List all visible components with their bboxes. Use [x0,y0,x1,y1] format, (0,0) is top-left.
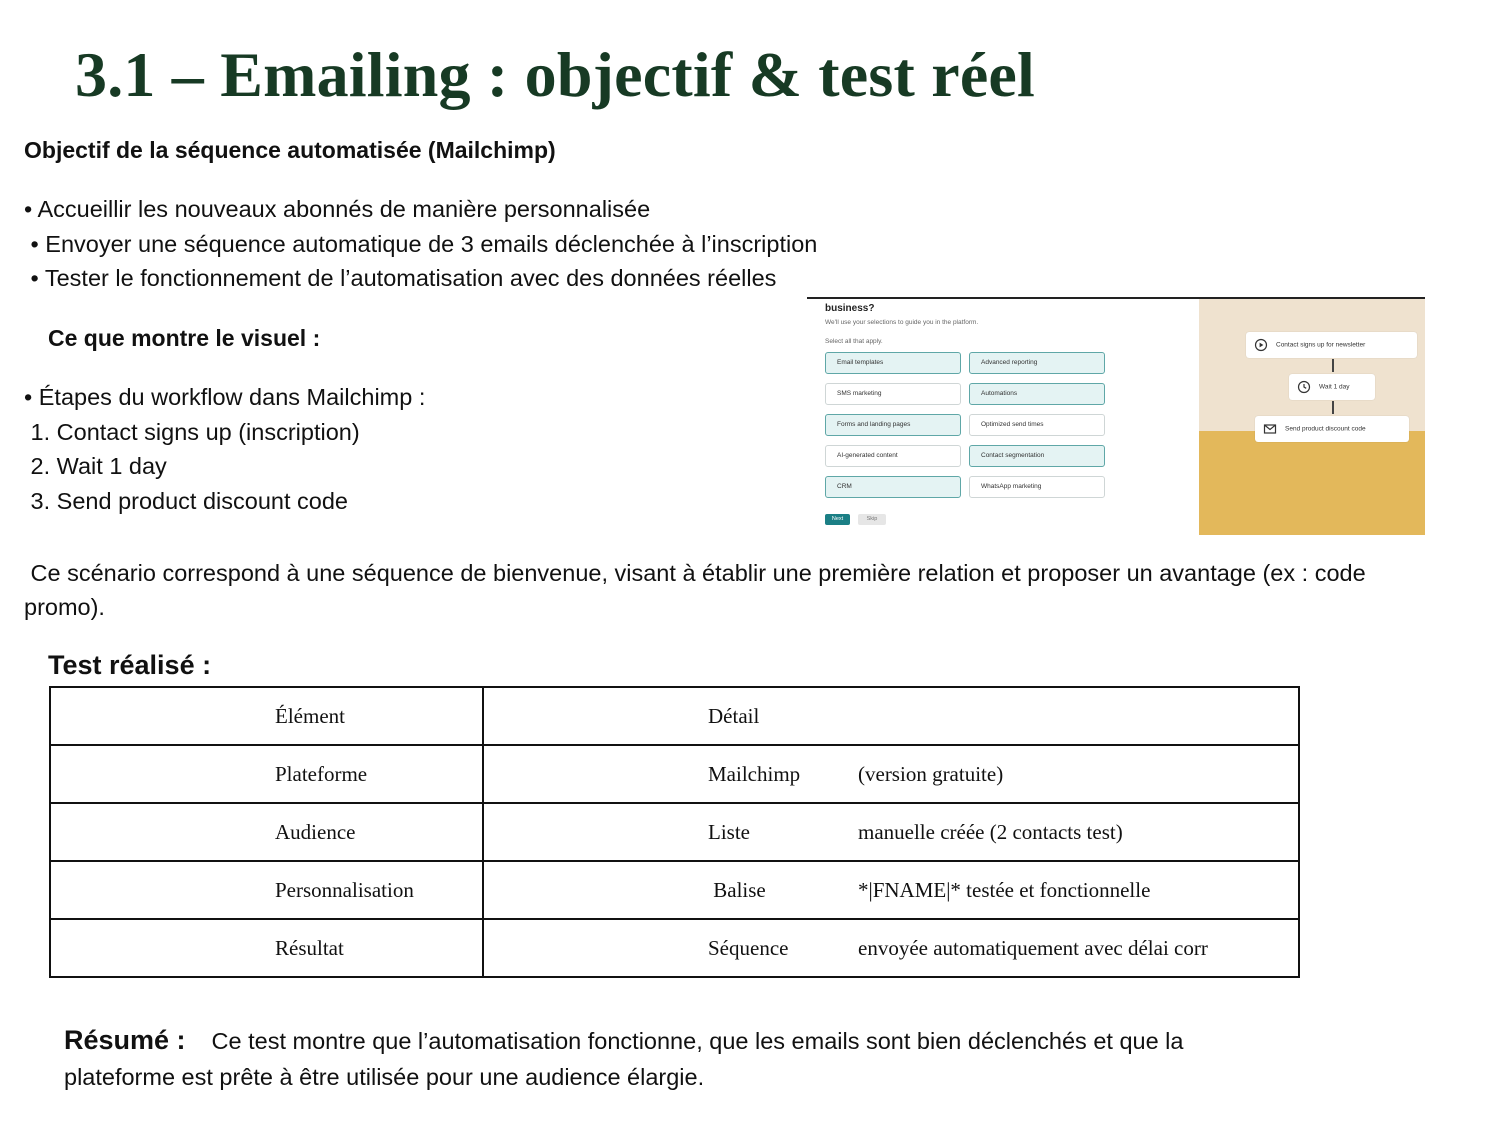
table-row [50,745,1299,803]
workflow-bg-top [1199,299,1425,431]
envelope-icon [1263,422,1277,436]
workflow-connector [1332,359,1334,372]
detail-key: Séquence [708,935,789,960]
workflow-connector [1332,401,1334,414]
workflow-step: 2. Wait 1 day [24,453,167,479]
visual-heading: Ce que montre le visuel : [48,325,321,351]
workflow-card-send [1255,416,1409,442]
workflow-card-label: Send product discount code [1285,425,1366,433]
detail-key: Liste [708,819,750,844]
mailchimp-screenshot [807,297,1425,535]
play-circle-icon [1254,338,1268,352]
option-crm[interactable]: CRM [825,476,961,498]
workflow-card-wait [1289,374,1375,400]
workflow-card-label: Wait 1 day [1319,383,1350,391]
option-forms-landing-pages[interactable]: Forms and landing pages [825,414,961,436]
option-whatsapp-marketing[interactable]: WhatsApp marketing [969,476,1105,498]
cell-detail [483,803,1299,861]
table-row [50,861,1299,919]
workflow-card-trigger [1246,332,1417,358]
detail-value: *|FNAME|* testée et fonctionnelle [858,877,1151,902]
cell-detail [483,861,1299,919]
option-ai-content[interactable]: AI-generated content [825,445,961,467]
cell-detail [483,919,1299,977]
option-contact-segmentation[interactable]: Contact segmentation [969,445,1105,467]
clock-icon [1297,380,1311,394]
workflow-step: 1. Contact signs up (inscription) [24,419,360,445]
option-email-templates[interactable]: Email templates [825,352,961,374]
cell-element: Résultat [50,919,483,977]
detail-value: envoyée automatiquement avec délai corr [858,935,1208,960]
workflow-bg-bottom [1199,431,1425,535]
workflow-card-label: Contact signs up for newsletter [1276,341,1366,349]
table-row [50,803,1299,861]
scenario-paragraph: Ce scénario correspond à une séquence de bienvenue, visant à établir une première relation et proposer un avantage (ex : code promo). [24,560,1373,620]
cell-element: Plateforme [50,745,483,803]
summary-text: Ce test montre que l’automatisation fonctionne, que les emails sont bien déclenchés et que la plateforme est prête à être utilisée pour une audience élargie. [64,1028,1184,1090]
summary [64,1022,1294,1095]
summary-label: Résumé : [64,1025,186,1055]
objective-bullet: • Envoyer une séquence automatique de 3 emails déclenchée à l’inscription [24,231,818,257]
workflow-intro: • Étapes du workflow dans Mailchimp : [24,384,426,410]
test-heading: Test réalisé : [48,650,212,680]
objective-heading: Objectif de la séquence automatisée (Mailchimp) [24,137,556,163]
cell-element: Audience [50,803,483,861]
detail-key: Balise [708,877,766,902]
test-table [49,686,1300,978]
onboarding-question: business? [825,303,875,314]
next-button[interactable]: Next [825,514,850,525]
detail-value: manuelle créée (2 contacts test) [858,819,1123,844]
header-cell-detail: Détail [483,687,1299,745]
slide-title: 3.1 – Emailing : objectif & test réel [75,39,1036,110]
detail-value: (version gratuite) [858,761,1004,786]
onboarding-subtitle: We'll use your selections to guide you in the platform. [825,319,979,326]
option-optimized-send-times[interactable]: Optimized send times [969,414,1105,436]
objective-bullet: • Tester le fonctionnement de l’automatisation avec des données réelles [24,265,777,291]
table-row [50,919,1299,977]
header-cell-element: Élément [50,687,483,745]
option-sms-marketing[interactable]: SMS marketing [825,383,961,405]
workflow-step: 3. Send product discount code [24,488,348,514]
table-header-row [50,687,1299,745]
skip-button[interactable]: Skip [858,514,886,525]
workflow-illustration [1199,299,1425,535]
option-advanced-reporting[interactable]: Advanced reporting [969,352,1105,374]
select-hint: Select all that apply. [825,338,883,345]
option-automations[interactable]: Automations [969,383,1105,405]
cell-element: Personnalisation [50,861,483,919]
cell-detail [483,745,1299,803]
objective-bullet: • Accueillir les nouveaux abonnés de manière personnalisée [24,196,651,222]
detail-key: Mailchimp [708,761,801,786]
